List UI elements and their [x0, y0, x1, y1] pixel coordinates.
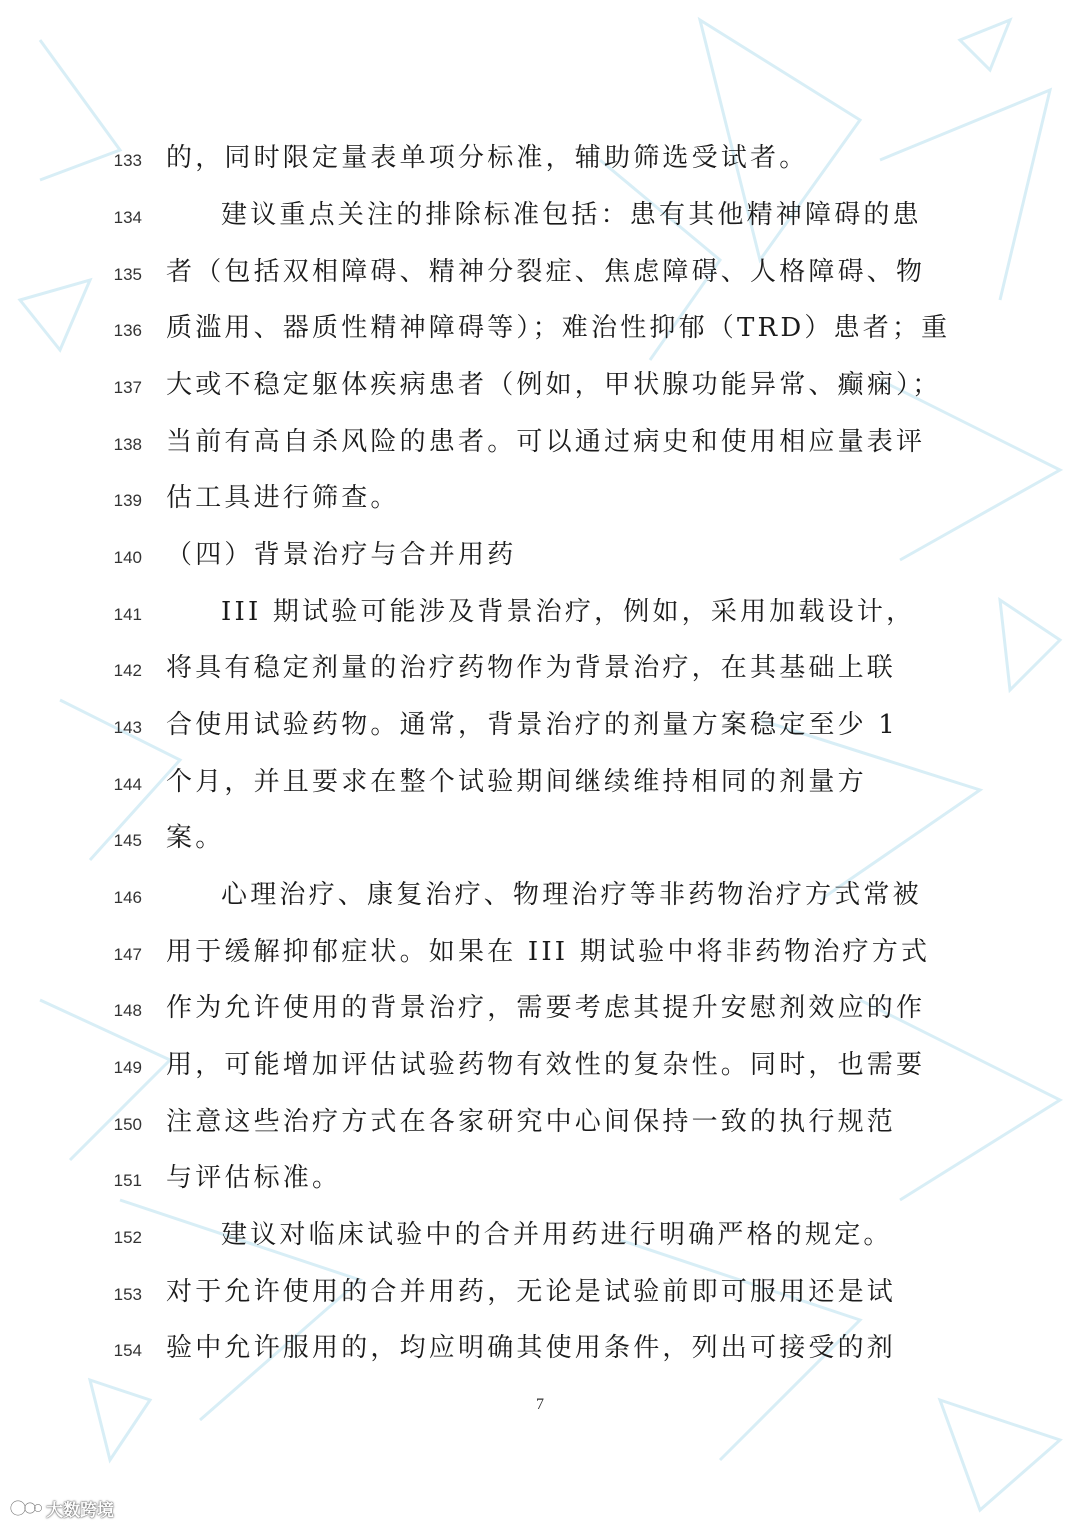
- line-text: 大或不稳定躯体疾病患者（例如，甲状腺功能异常、癫痫）；: [166, 370, 942, 400]
- line-number: 141: [113, 605, 142, 624]
- line-text: 建议重点关注的排除标准包括：患有其他精神障碍的患: [221, 200, 922, 230]
- line-number: 153: [113, 1285, 142, 1304]
- line-text: 心理治疗、康复治疗、物理治疗等非药物治疗方式常被: [221, 880, 922, 910]
- line-text: III 期试验可能涉及背景治疗，例如，采用加载设计，: [221, 597, 916, 627]
- line-number: 136: [113, 321, 142, 340]
- line-text: 者（包括双相障碍、精神分裂症、焦虑障碍、人格障碍、物: [166, 257, 926, 287]
- line-number: 144: [113, 775, 142, 794]
- text-line: [0, 757, 1080, 814]
- text-line: [0, 1040, 1080, 1097]
- line-text: 的，同时限定量表单项分标准，辅助筛选受试者。: [166, 143, 809, 173]
- line-number: 152: [113, 1228, 142, 1247]
- line-number: 147: [113, 945, 142, 964]
- line-text: 验中允许服用的，均应明确其使用条件，列出可接受的剂: [166, 1333, 897, 1363]
- line-number: 145: [113, 831, 142, 850]
- text-line: [0, 813, 1080, 870]
- text-line: [0, 1267, 1080, 1324]
- line-number: 154: [113, 1341, 142, 1360]
- line-text: 用，可能增加评估试验药物有效性的复杂性。同时，也需要: [166, 1050, 926, 1080]
- line-number: 138: [113, 435, 142, 454]
- line-number: 137: [113, 378, 142, 397]
- line-text: 注意这些治疗方式在各家研究中心间保持一致的执行规范: [166, 1107, 897, 1137]
- line-number: 142: [113, 661, 142, 680]
- line-number: 140: [113, 548, 142, 567]
- text-line: [0, 587, 1080, 644]
- brand-label: 大数跨境: [46, 1500, 114, 1521]
- text-line: [0, 643, 1080, 700]
- text-line: [0, 360, 1080, 417]
- line-text: 用于缓解抑郁症状。如果在 III 期试验中将非药物治疗方式: [166, 937, 931, 967]
- line-text: 合使用试验药物。通常，背景治疗的剂量方案稳定至少 1: [166, 710, 899, 740]
- text-line: [0, 530, 1080, 587]
- line-text: 个月，并且要求在整个试验期间继续维持相同的剂量方: [166, 767, 867, 797]
- line-number: 135: [113, 265, 142, 284]
- line-number: 148: [113, 1001, 142, 1020]
- text-line: [0, 1210, 1080, 1267]
- line-text: 当前有高自杀风险的患者。可以通过病史和使用相应量表评: [166, 427, 926, 457]
- text-line: [0, 190, 1080, 247]
- line-text: 作为允许使用的背景治疗，需要考虑其提升安慰剂效应的作: [166, 993, 926, 1023]
- brand-watermark: [10, 1496, 114, 1520]
- brand-logo-icon: [10, 1498, 42, 1518]
- text-line: [0, 417, 1080, 474]
- text-line: [0, 133, 1080, 190]
- line-number: 133: [113, 151, 142, 170]
- line-number: 139: [113, 491, 142, 510]
- section-heading: （四）背景治疗与合并用药: [166, 540, 517, 570]
- page-number: 7: [536, 1396, 544, 1413]
- text-line: [0, 473, 1080, 530]
- line-number: 146: [113, 888, 142, 907]
- text-line: [0, 927, 1080, 984]
- text-line: [0, 870, 1080, 927]
- text-line: [0, 700, 1080, 757]
- line-text: 建议对临床试验中的合并用药进行明确严格的规定。: [221, 1220, 893, 1250]
- text-line: [0, 247, 1080, 304]
- line-number: 150: [113, 1115, 142, 1134]
- line-text: 案。: [166, 823, 225, 853]
- line-text: 将具有稳定剂量的治疗药物作为背景治疗，在其基础上联: [166, 653, 897, 683]
- line-text: 对于允许使用的合并用药，无论是试验前即可服用还是试: [166, 1277, 897, 1307]
- text-line: [0, 1153, 1080, 1210]
- line-text: 与评估标准。: [166, 1163, 342, 1193]
- line-text: 质滥用、器质性精神障碍等）；难治性抑郁（TRD）患者；重: [166, 313, 951, 343]
- text-line: [0, 303, 1080, 360]
- line-text: 估工具进行筛查。: [166, 483, 400, 513]
- text-line: [0, 1323, 1080, 1380]
- text-line: [0, 983, 1080, 1040]
- line-number: 149: [113, 1058, 142, 1077]
- line-number: 151: [113, 1171, 142, 1190]
- line-number: 143: [113, 718, 142, 737]
- text-line: [0, 1097, 1080, 1154]
- line-number: 134: [113, 208, 142, 227]
